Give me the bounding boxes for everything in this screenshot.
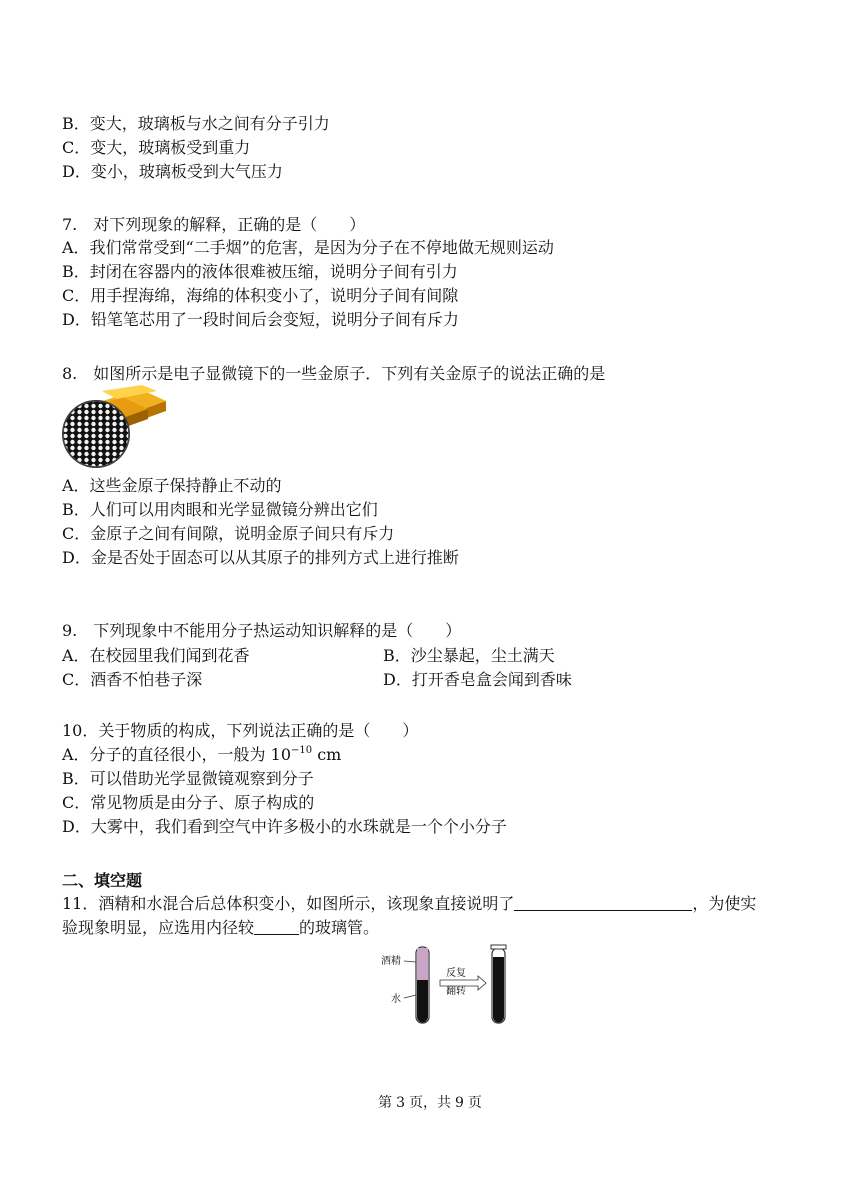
q6-option-c: C．变大，玻璃板受到重力 xyxy=(62,138,251,157)
q7-option-b: B．封闭在容器内的液体很难被压缩，说明分子间有引力 xyxy=(62,262,458,281)
q9-option-b: B．沙尘暴起，尘土满天 xyxy=(383,646,555,665)
footer-prefix: 第 xyxy=(378,1095,393,1111)
footer-suffix: 页 xyxy=(467,1095,482,1111)
q10-option-a xyxy=(62,744,341,766)
q6-option-b: B．变大，玻璃板与水之间有分子引力 xyxy=(62,114,330,133)
q10-option-d: D．大雾中，我们看到空气中许多极小的水珠就是一个个小分子 xyxy=(62,817,507,836)
q9-option-d: D．打开香皂盒会闻到香味 xyxy=(383,670,572,689)
q11-text-2: ，为使实 xyxy=(692,894,757,913)
q8-option-a: A．这些金原子保持静止不动的 xyxy=(62,476,282,495)
q7-option-d: D．铅笔笔芯用了一段时间后会变短，说明分子间有斥力 xyxy=(62,310,459,329)
tube-after xyxy=(491,945,506,1023)
q11-text-1: 11．酒精和水混合后总体积变小，如图所示，该现象直接说明了 xyxy=(62,894,515,913)
q11-text-3: 验现象明显，应选用内径较 xyxy=(62,918,255,937)
q10-option-b: B．可以借助光学显微镜观察到分子 xyxy=(62,769,314,788)
q10-option-a-unit: cm xyxy=(312,745,342,764)
q11-line2 xyxy=(62,917,379,939)
q8-option-c: C．金原子之间有间隙，说明金原子间只有斥力 xyxy=(62,524,395,543)
q7-option-c: C．用手捏海绵，海绵的体积变小了，说明分子间有间隙 xyxy=(62,286,459,305)
footer-mid: 页，共 xyxy=(409,1095,451,1111)
tube-before xyxy=(416,947,429,1023)
q8-stem: 8. 如图所示是电子显微镜下的一些金原子．下列有关金原子的说法正确的是 xyxy=(62,364,606,383)
q9-option-c: C．酒香不怕巷子深 xyxy=(62,670,203,689)
gold-atoms-figure xyxy=(62,385,170,470)
q9-option-a: A．在校园里我们闻到花香 xyxy=(62,646,250,665)
page-footer xyxy=(0,1093,860,1113)
footer-page-total: 9 xyxy=(455,1095,464,1111)
q9-stem: 9. 下列现象中不能用分子热运动知识解释的是（ ） xyxy=(62,621,462,640)
q7-stem: 7. 对下列现象的解释，正确的是（ ） xyxy=(62,215,366,234)
alcohol-water-figure xyxy=(378,940,518,1028)
arrow-label-top: 反复 xyxy=(446,968,466,979)
q10-option-a-text: A．分子的直径很小，一般为 10 xyxy=(62,745,292,764)
q6-option-d: D．变小，玻璃板受到大气压力 xyxy=(62,162,283,181)
q8-option-b: B．人们可以用肉眼和光学显微镜分辨出它们 xyxy=(62,500,378,519)
q7-option-a: A．我们常常受到“二手烟”的危害，是因为分子在不停地做无规则运动 xyxy=(62,238,554,257)
q10-option-a-exponent: −10 xyxy=(291,745,313,756)
arrow-label-bottom: 翻转 xyxy=(446,986,466,997)
label-alcohol: 酒精 xyxy=(381,956,401,967)
footer-page-number: 3 xyxy=(396,1095,405,1111)
q8-option-d: D．金是否处于固态可以从其原子的排列方式上进行推断 xyxy=(62,548,459,567)
section-heading: 二、填空题 xyxy=(62,871,143,890)
q11-text-4: 的玻璃管。 xyxy=(299,918,380,937)
q11-blank-2[interactable] xyxy=(254,918,299,935)
label-water: 水 xyxy=(391,994,401,1005)
q11-blank-1[interactable] xyxy=(514,894,692,911)
q10-option-c: C．常见物质是由分子、原子构成的 xyxy=(62,793,315,812)
q11-line1 xyxy=(62,893,756,915)
q10-stem: 10．关于物质的构成，下列说法正确的是（ ） xyxy=(62,721,419,740)
